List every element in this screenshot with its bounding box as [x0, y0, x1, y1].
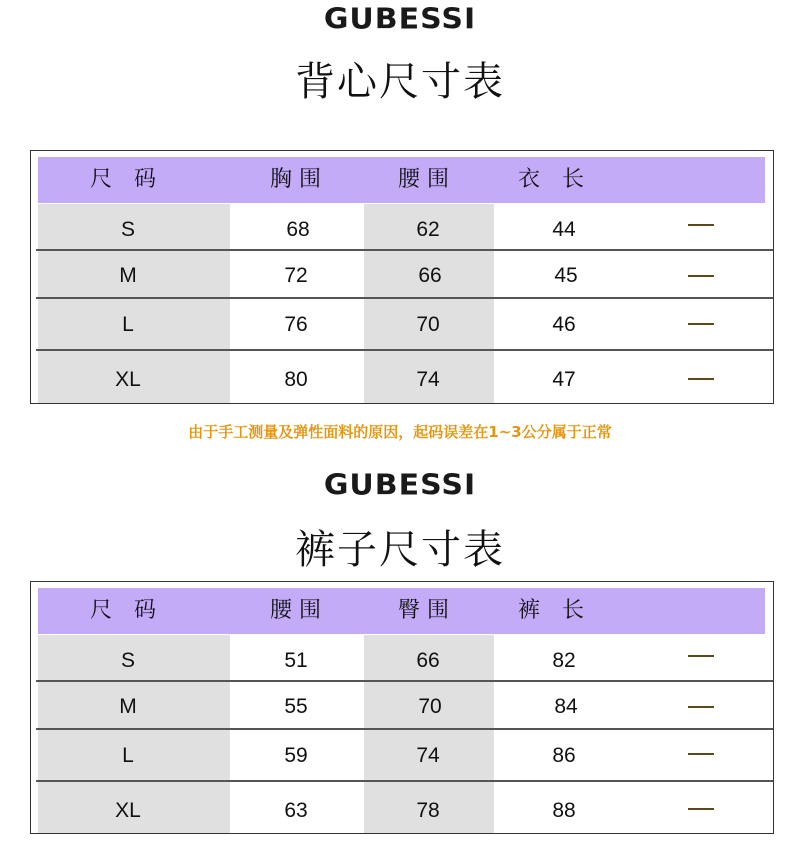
value-cell: 88 [552, 799, 576, 822]
value-cell: 84 [554, 695, 578, 718]
size-cell: S [120, 649, 135, 672]
table-header-row [38, 157, 765, 203]
value-cell: 44 [552, 218, 576, 241]
size-cell: XL [115, 799, 141, 822]
value-cell: 47 [552, 368, 576, 391]
value-cell: 62 [416, 218, 440, 241]
value-cell: 51 [284, 649, 308, 672]
value-cell: 63 [284, 799, 308, 822]
header-length: 裤 长 [518, 598, 585, 623]
size-cell: XL [115, 368, 141, 391]
brand-logo: GUBESSI [323, 468, 477, 503]
header-size: 尺 码 [90, 598, 157, 623]
value-cell: 74 [416, 744, 440, 767]
vest-size-chart-title: 背心尺寸表 [295, 59, 505, 105]
row-divider [36, 728, 773, 730]
row-divider [36, 297, 773, 299]
size-cell: L [122, 313, 134, 336]
value-cell: 78 [416, 799, 440, 822]
row-divider [36, 680, 773, 682]
value-cell: 45 [554, 264, 578, 287]
value-cell: 66 [418, 264, 442, 287]
value-cell: 70 [416, 313, 440, 336]
pants-size-chart-title: 裤子尺寸表 [295, 527, 505, 573]
size-cell: L [122, 744, 134, 767]
value-cell: 46 [552, 313, 576, 336]
header-size: 尺 码 [90, 167, 157, 192]
value-cell: 55 [284, 695, 308, 718]
row-divider [36, 780, 773, 782]
table-header-row [38, 588, 765, 634]
header-length: 衣 长 [518, 167, 585, 192]
dash-mark [688, 224, 714, 226]
value-cell: 70 [418, 695, 442, 718]
dash-mark [688, 378, 714, 380]
value-cell: 82 [552, 649, 576, 672]
size-cell: S [120, 218, 135, 241]
measurement-note: 由于手工测量及弹性面料的原因，起码误差在1~3公分属于正常 [188, 423, 612, 441]
value-cell: 74 [416, 368, 440, 391]
dash-mark [688, 655, 714, 657]
dash-mark [688, 275, 714, 277]
brand-logo: GUBESSI [323, 2, 477, 37]
value-cell: 72 [284, 264, 308, 287]
value-cell: 80 [284, 368, 308, 391]
value-cell: 76 [284, 313, 308, 336]
size-cell: M [119, 695, 137, 718]
value-cell: 59 [284, 744, 308, 767]
header-waist: 腰 围 [270, 598, 321, 623]
header-hip: 臀 围 [398, 598, 449, 623]
dash-mark [688, 808, 714, 810]
size-cell: M [119, 264, 137, 287]
dash-mark [688, 753, 714, 755]
dash-mark [688, 323, 714, 325]
row-divider [36, 249, 773, 251]
row-divider [36, 349, 773, 351]
dash-mark [688, 706, 714, 708]
header-waist: 腰 围 [398, 167, 449, 192]
header-chest: 胸 围 [270, 167, 321, 192]
value-cell: 86 [552, 744, 576, 767]
value-cell: 68 [286, 218, 310, 241]
value-cell: 66 [416, 649, 440, 672]
